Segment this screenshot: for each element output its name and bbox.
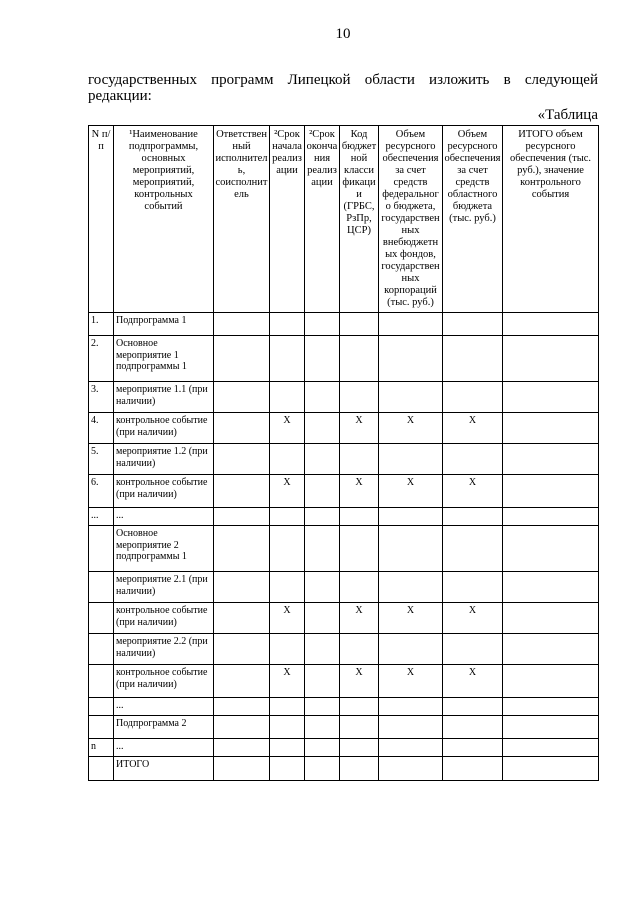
header-cell-8: ИТОГО объем ресурсного обеспечения (тыс. руб.), значение контрольного события xyxy=(503,126,599,313)
program-table xyxy=(88,125,599,781)
data-cell xyxy=(214,757,270,781)
data-cell xyxy=(443,444,503,475)
data-cell xyxy=(305,526,340,572)
table-row xyxy=(89,634,599,665)
row-number-cell xyxy=(89,526,114,572)
data-cell xyxy=(305,716,340,739)
data-cell xyxy=(443,572,503,603)
table-row xyxy=(89,313,599,336)
row-name-cell: контрольное событие (при наличии) xyxy=(114,665,214,698)
data-cell xyxy=(503,603,599,634)
header-cell-4: ²Срок окончания реализации xyxy=(305,126,340,313)
x-mark-cell: X xyxy=(270,603,305,634)
data-cell xyxy=(379,508,443,526)
data-cell xyxy=(270,716,305,739)
data-cell xyxy=(305,698,340,716)
data-cell xyxy=(443,634,503,665)
data-cell xyxy=(379,382,443,413)
data-cell xyxy=(305,665,340,698)
row-name-cell: контрольное событие (при наличии) xyxy=(114,475,214,508)
row-number-cell: ... xyxy=(89,508,114,526)
data-cell xyxy=(503,665,599,698)
header-cell-1: ¹Наименование подпрограммы, основных мероприятий, мероприятий, контрольных событий xyxy=(114,126,214,313)
data-cell xyxy=(305,572,340,603)
data-cell xyxy=(340,336,379,382)
data-cell xyxy=(443,313,503,336)
data-cell xyxy=(340,526,379,572)
x-mark-cell: X xyxy=(270,475,305,508)
data-cell xyxy=(443,382,503,413)
data-cell xyxy=(214,413,270,444)
data-cell xyxy=(443,508,503,526)
table-row xyxy=(89,444,599,475)
data-cell xyxy=(214,508,270,526)
paragraph-line-1: государственных программ Липецкой области изложить в следующей xyxy=(88,72,598,88)
row-name-cell: контрольное событие (при наличии) xyxy=(114,603,214,634)
table-caption: «Таблица xyxy=(537,107,598,123)
data-cell xyxy=(340,634,379,665)
data-cell xyxy=(503,634,599,665)
header-cell-7: Объем ресурсного обеспечения за счет средств областного бюджета (тыс. руб.) xyxy=(443,126,503,313)
paragraph-line-2: редакции: xyxy=(88,88,152,104)
header-cell-2: Ответственный исполнитель, соисполнитель xyxy=(214,126,270,313)
row-number-cell xyxy=(89,634,114,665)
data-cell xyxy=(305,336,340,382)
table-row xyxy=(89,603,599,634)
row-number-cell: 3. xyxy=(89,382,114,413)
data-cell xyxy=(214,572,270,603)
header-cell-0: N п/п xyxy=(89,126,114,313)
data-cell xyxy=(503,413,599,444)
data-cell xyxy=(270,698,305,716)
data-cell xyxy=(270,444,305,475)
data-cell xyxy=(214,739,270,757)
table-header-row xyxy=(89,126,599,313)
data-cell xyxy=(214,665,270,698)
row-number-cell: 4. xyxy=(89,413,114,444)
table-row xyxy=(89,475,599,508)
data-cell xyxy=(379,634,443,665)
row-name-cell: мероприятие 2.1 (при наличии) xyxy=(114,572,214,603)
data-cell xyxy=(270,382,305,413)
data-cell xyxy=(443,526,503,572)
data-cell xyxy=(503,336,599,382)
data-cell xyxy=(443,336,503,382)
data-cell xyxy=(270,336,305,382)
data-cell xyxy=(340,716,379,739)
x-mark-cell: X xyxy=(340,475,379,508)
data-cell xyxy=(340,757,379,781)
table-row xyxy=(89,757,599,781)
data-cell xyxy=(270,508,305,526)
data-cell xyxy=(305,757,340,781)
page-content xyxy=(88,26,598,781)
x-mark-cell: X xyxy=(443,603,503,634)
data-cell xyxy=(340,572,379,603)
data-cell xyxy=(214,716,270,739)
table-row xyxy=(89,413,599,444)
data-cell xyxy=(443,716,503,739)
row-number-cell xyxy=(89,698,114,716)
data-cell xyxy=(503,508,599,526)
data-cell xyxy=(305,603,340,634)
row-name-cell: Основное мероприятие 1 подпрограммы 1 xyxy=(114,336,214,382)
row-number-cell xyxy=(89,716,114,739)
data-cell xyxy=(503,572,599,603)
row-name-cell: Подпрограмма 1 xyxy=(114,313,214,336)
x-mark-cell: X xyxy=(379,413,443,444)
data-cell xyxy=(214,444,270,475)
data-cell xyxy=(503,444,599,475)
data-cell xyxy=(305,382,340,413)
x-mark-cell: X xyxy=(443,475,503,508)
row-number-cell xyxy=(89,757,114,781)
data-cell xyxy=(214,634,270,665)
table-row xyxy=(89,336,599,382)
data-cell xyxy=(305,475,340,508)
header-cell-6: Объем ресурсного обеспечения за счет средств федерального бюджета, государственных внебюджетных фондов, государственных корпораций (тыс. руб.) xyxy=(379,126,443,313)
row-name-cell: мероприятие 1.2 (при наличии) xyxy=(114,444,214,475)
data-cell xyxy=(379,698,443,716)
row-number-cell: 6. xyxy=(89,475,114,508)
x-mark-cell: X xyxy=(270,665,305,698)
data-cell xyxy=(305,313,340,336)
x-mark-cell: X xyxy=(340,665,379,698)
row-number-cell: 1. xyxy=(89,313,114,336)
data-cell xyxy=(503,698,599,716)
x-mark-cell: X xyxy=(340,603,379,634)
data-cell xyxy=(305,739,340,757)
data-cell xyxy=(214,526,270,572)
x-mark-cell: X xyxy=(443,665,503,698)
row-number-cell xyxy=(89,665,114,698)
x-mark-cell: X xyxy=(379,603,443,634)
data-cell xyxy=(340,444,379,475)
data-cell xyxy=(340,739,379,757)
table-row xyxy=(89,382,599,413)
data-cell xyxy=(214,382,270,413)
table-row xyxy=(89,739,599,757)
table-row xyxy=(89,526,599,572)
data-cell xyxy=(379,336,443,382)
row-name-cell: ... xyxy=(114,739,214,757)
data-cell xyxy=(340,382,379,413)
x-mark-cell: X xyxy=(443,413,503,444)
data-cell xyxy=(340,698,379,716)
data-cell xyxy=(214,336,270,382)
data-cell xyxy=(379,716,443,739)
data-cell xyxy=(379,526,443,572)
x-mark-cell: X xyxy=(270,413,305,444)
body-paragraph xyxy=(88,72,598,104)
data-cell xyxy=(214,698,270,716)
data-cell xyxy=(503,757,599,781)
row-name-cell: ... xyxy=(114,508,214,526)
row-number-cell xyxy=(89,572,114,603)
table-row xyxy=(89,716,599,739)
data-cell xyxy=(340,313,379,336)
data-cell xyxy=(305,444,340,475)
x-mark-cell: X xyxy=(340,413,379,444)
data-cell xyxy=(270,739,305,757)
row-number-cell: 5. xyxy=(89,444,114,475)
table-row xyxy=(89,665,599,698)
data-cell xyxy=(503,475,599,508)
data-cell xyxy=(305,508,340,526)
row-name-cell: мероприятие 1.1 (при наличии) xyxy=(114,382,214,413)
x-mark-cell: X xyxy=(379,475,443,508)
row-name-cell: Основное мероприятие 2 подпрограммы 1 xyxy=(114,526,214,572)
data-cell xyxy=(443,739,503,757)
data-cell xyxy=(503,313,599,336)
row-name-cell: ... xyxy=(114,698,214,716)
row-name-cell: Подпрограмма 2 xyxy=(114,716,214,739)
header-cell-5: Код бюджетной классификации (ГРБС, РзПр, ЦСР) xyxy=(340,126,379,313)
data-cell xyxy=(503,739,599,757)
row-name-cell: мероприятие 2.2 (при наличии) xyxy=(114,634,214,665)
row-name-cell: контрольное событие (при наличии) xyxy=(114,413,214,444)
data-cell xyxy=(305,634,340,665)
page-number: 10 xyxy=(335,26,351,42)
data-cell xyxy=(270,526,305,572)
header-cell-3: ²Срок начала реализации xyxy=(270,126,305,313)
data-cell xyxy=(379,572,443,603)
data-cell xyxy=(214,475,270,508)
row-number-cell: 2. xyxy=(89,336,114,382)
data-cell xyxy=(305,413,340,444)
data-cell xyxy=(270,757,305,781)
row-number-cell: n xyxy=(89,739,114,757)
data-cell xyxy=(443,757,503,781)
table-row xyxy=(89,508,599,526)
row-number-cell xyxy=(89,603,114,634)
data-cell xyxy=(214,313,270,336)
data-cell xyxy=(443,698,503,716)
data-cell xyxy=(214,603,270,634)
table-row xyxy=(89,572,599,603)
data-cell xyxy=(270,313,305,336)
row-name-cell: ИТОГО xyxy=(114,757,214,781)
data-cell xyxy=(379,757,443,781)
data-cell xyxy=(379,739,443,757)
data-cell xyxy=(379,313,443,336)
data-cell xyxy=(270,634,305,665)
table-row xyxy=(89,698,599,716)
data-cell xyxy=(379,444,443,475)
data-cell xyxy=(270,572,305,603)
data-cell xyxy=(340,508,379,526)
data-cell xyxy=(503,382,599,413)
data-cell xyxy=(503,526,599,572)
data-cell xyxy=(503,716,599,739)
x-mark-cell: X xyxy=(379,665,443,698)
